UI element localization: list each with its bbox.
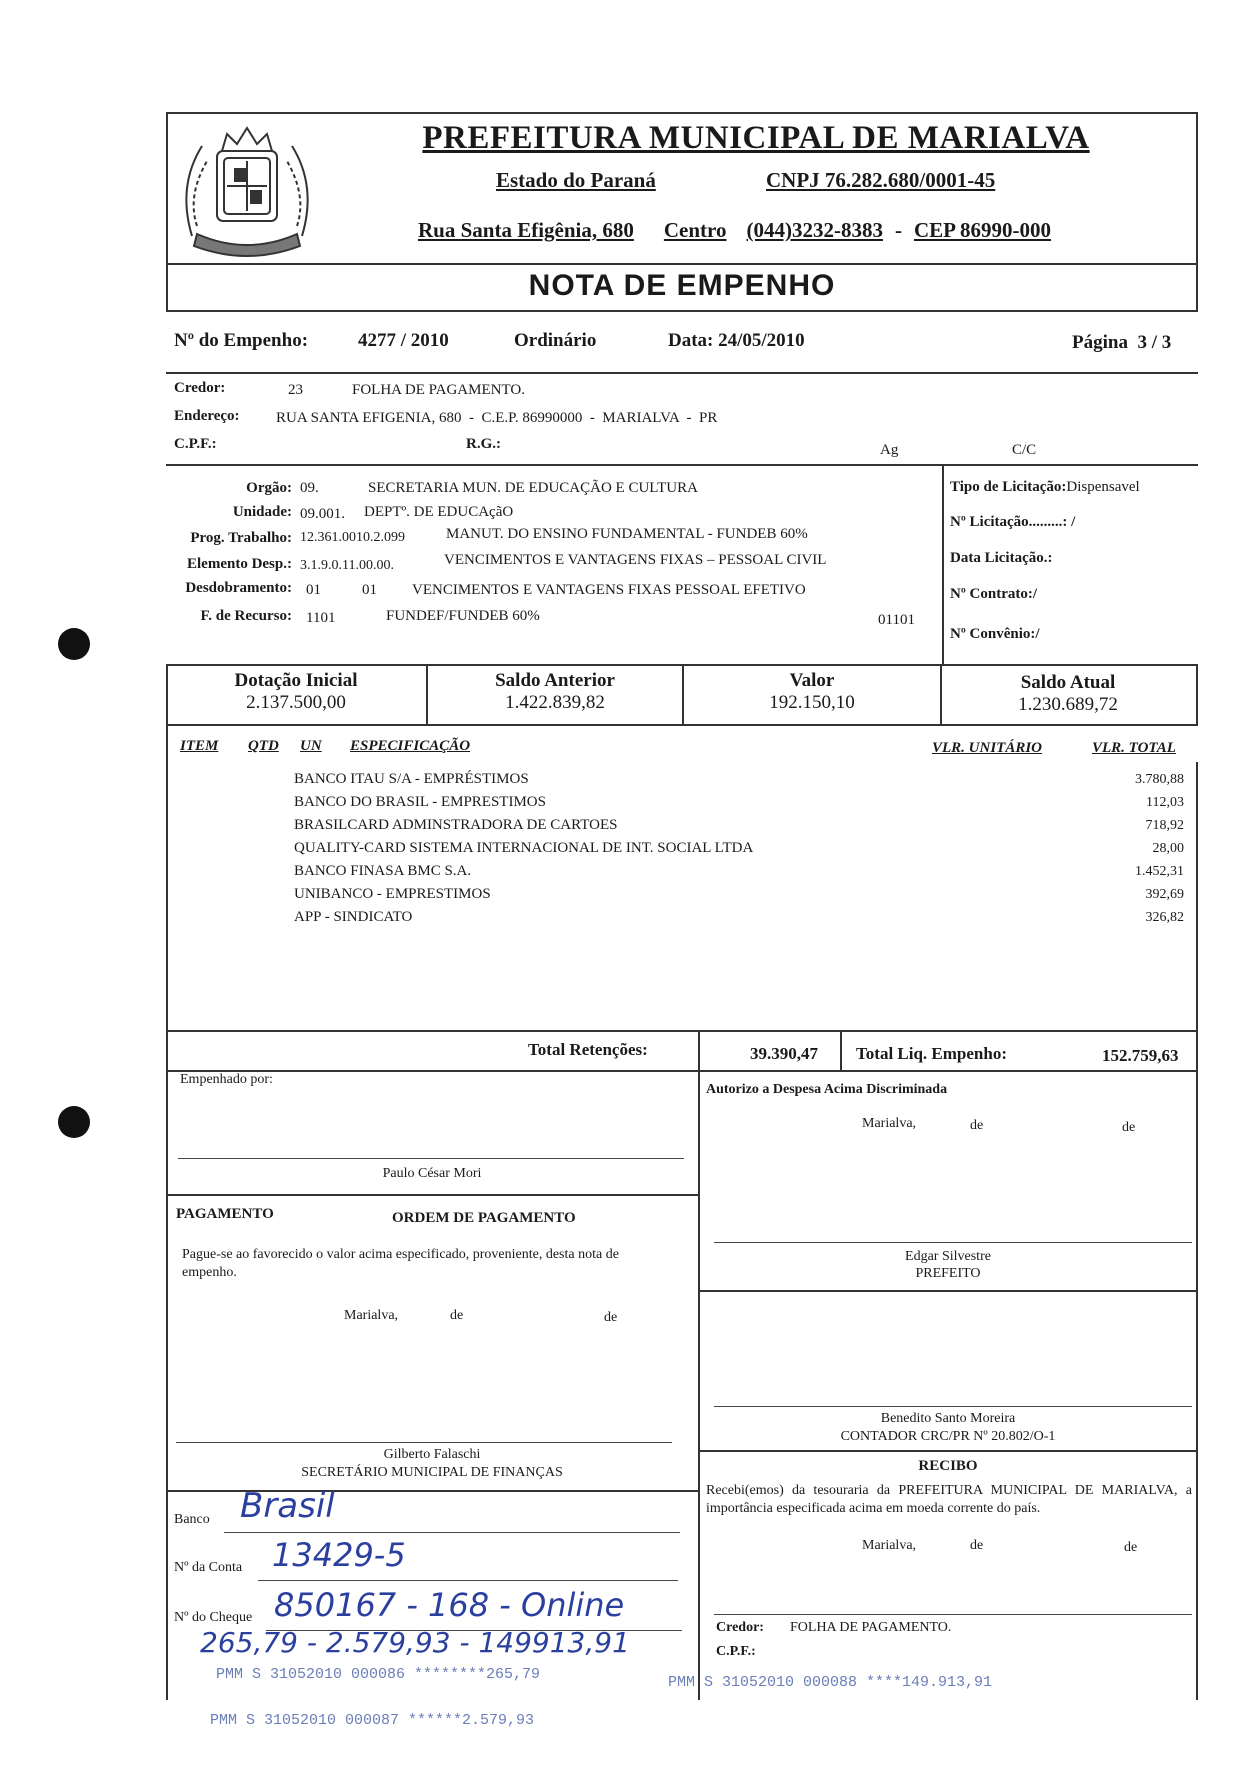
list-item [294, 770, 1184, 793]
unidade-name: DEPTº. DE EDUCAçãO [364, 504, 514, 520]
desdobramento-code1: 01 [306, 582, 321, 598]
recibo-credor-label: Credor: [716, 1620, 764, 1635]
recibo-cpf-label: C.P.F.: [716, 1644, 756, 1659]
dotacao-label: Dotação Inicial [234, 670, 358, 691]
item-total: 3.780,88 [1135, 772, 1184, 787]
item-total: 112,03 [1146, 795, 1184, 810]
totais-bottom-line [166, 1070, 1198, 1072]
secretario-sign-line [176, 1442, 672, 1443]
saldo-anterior-label: Saldo Anterior [495, 670, 615, 691]
fonte-name: FUNDEF/FUNDEB 60% [386, 608, 540, 624]
ordem-pagamento-label: ORDEM DE PAGAMENTO [392, 1210, 576, 1226]
pagamento-marialva: Marialva, [344, 1308, 399, 1323]
contador-top-line [700, 1290, 1198, 1292]
desdobramento-code2: 01 [362, 582, 377, 598]
header-address: Rua Santa Efigênia, 680 [418, 218, 634, 242]
binder-hole-bottom [58, 1106, 90, 1138]
item-desc: QUALITY-CARD SISTEMA INTERNACIONAL DE INT. SOCIAL LTDA [294, 840, 754, 856]
banco-line [224, 1532, 680, 1533]
empenho-tipo: Ordinário [514, 330, 597, 351]
num-contrato: Nº Contrato:/ [950, 586, 1038, 602]
empenhado-nome: Paulo César Mori [382, 1166, 482, 1181]
col-vlr-total: VLR. TOTAL [1092, 740, 1176, 756]
header-cep: CEP 86990-000 [913, 218, 1052, 242]
endereco-label: Endereço: [174, 408, 240, 424]
recibo-label: RECIBO [918, 1458, 978, 1474]
saldo-atual-label: Saldo Atual [1020, 672, 1116, 693]
prefeito-sign-line [714, 1242, 1192, 1243]
lower-right-border [1196, 1070, 1198, 1700]
cpf-label: C.P.F.: [174, 436, 217, 452]
doc-title: NOTA DE EMPENHO [528, 269, 836, 302]
carimbo-2: PMM S 31052010 000088 ****149.913,91 [668, 1674, 993, 1691]
conta-line [258, 1580, 678, 1581]
credor-label: Credor: [174, 380, 226, 396]
secretario-cargo: SECRETÁRIO MUNICIPAL DE FINANÇAS [301, 1465, 563, 1480]
total-liq-label: Total Liq. Empenho: [856, 1044, 1007, 1063]
recibo-text: Recebi(emos) da tesouraria da PREFEITURA MUNICIPAL DE MARIALVA, a importância especificada acima em moeda corrente do país. [706, 1483, 1192, 1516]
col-qtd: QTD [248, 738, 279, 754]
tipo-licitacao-label: Tipo de Licitação: [950, 479, 1067, 495]
elemento-code: 3.1.9.0.11.00.00. [300, 558, 394, 573]
cc-label: C/C [1012, 442, 1037, 458]
fonte-code: 1101 [306, 610, 336, 626]
item-desc: BANCO DO BRASIL - EMPRESTIMOS [294, 794, 546, 810]
unidade-label: Unidade: [232, 504, 292, 520]
prog-code: 12.361.0010.2.099 [300, 530, 405, 545]
item-total: 1.452,31 [1135, 864, 1184, 879]
empenhado-por-label: Empenhado por: [180, 1072, 273, 1087]
total-retencoes-value: 39.390,47 [750, 1044, 818, 1063]
pagamento-top-line [166, 1194, 698, 1196]
lower-left-border [166, 1070, 168, 1700]
valor-value: 192.150,10 [769, 692, 855, 713]
unidade-code: 09.001. [300, 506, 345, 522]
mid-vdivider [698, 1030, 700, 1700]
col-un: UN [300, 738, 322, 754]
data-licitacao: Data Licitação.: [950, 550, 1053, 566]
contador-block [700, 1410, 1196, 1446]
fonte-extra: 01101 [878, 612, 915, 628]
banco-label: Banco [174, 1512, 210, 1527]
autorizo-marialva: Marialva, [862, 1116, 917, 1131]
recibo-sign-line [714, 1614, 1192, 1615]
recibo-de-2: de [1124, 1540, 1138, 1555]
autorizo-de-2: de [1122, 1120, 1136, 1135]
desdobramento-label: Desdobramento: [185, 580, 292, 596]
prefeito-cargo: PREFEITO [915, 1266, 981, 1281]
prefeito-block [700, 1248, 1196, 1282]
credor-name: FOLHA DE PAGAMENTO. [352, 382, 525, 398]
orgao-label: Orgão: [246, 480, 292, 496]
orcamento-vdivider [942, 466, 944, 664]
item-desc: BRASILCARD ADMINSTRADORA DE CARTOES [294, 817, 618, 833]
prog-name: MANUT. DO ENSINO FUNDAMENTAL - FUNDEB 60% [446, 526, 808, 542]
secretario-nome: Gilberto Falaschi [383, 1447, 481, 1462]
desdobramento-name: VENCIMENTOS E VANTAGENS FIXAS PESSOAL EFETIVO [412, 582, 806, 598]
cheque-label: Nº do Cheque [174, 1610, 253, 1625]
header-state: Estado do Paraná [496, 168, 656, 192]
credor-code: 23 [288, 382, 303, 398]
valor-label: Valor [789, 670, 835, 691]
prog-label: Prog. Trabalho: [190, 530, 292, 546]
list-item [294, 839, 1184, 862]
recibo-marialva: Marialva, [862, 1538, 917, 1553]
prefeito-nome: Edgar Silvestre [905, 1249, 991, 1264]
pague-se-text: Pague-se ao favorecido o valor acima especificado, proveniente, desta nota de empenho. [182, 1247, 619, 1280]
list-item [294, 885, 1184, 908]
col-especificacao: ESPECIFICAÇÃO [350, 738, 471, 754]
pagamento-label: PAGAMENTO [176, 1206, 274, 1222]
tipo-licitacao-value: Dispensavel [1066, 479, 1140, 495]
empenhado-sign-line [178, 1158, 684, 1159]
handwritten-banco: Brasil [240, 1486, 335, 1526]
endereco-value: RUA SANTA EFIGENIA, 680 - C.E.P. 86990000 - MARIALVA - PR [276, 410, 718, 426]
item-desc: UNIBANCO - EMPRESTIMOS [294, 886, 491, 902]
item-total: 28,00 [1152, 841, 1184, 856]
rg-label: R.G.: [466, 436, 501, 452]
fonte-label: F. de Recurso: [200, 608, 292, 624]
empenho-pagina: Página 3 / 3 [1072, 332, 1172, 353]
credor-divider [166, 464, 1198, 466]
empenho-data: Data: 24/05/2010 [668, 330, 805, 351]
handwritten-conta: 13429-5 [272, 1536, 406, 1574]
list-item [294, 793, 1184, 816]
empenho-num-label: Nº do Empenho: [174, 330, 309, 351]
empenho-num: 4277 / 2010 [358, 330, 449, 351]
header-title: PREFEITURA MUNICIPAL DE MARIALVA [422, 120, 1090, 156]
saldo-anterior-value: 1.422.839,82 [505, 692, 605, 713]
total-retencoes-label: Total Retenções: [528, 1040, 648, 1059]
totais-top-line [166, 1030, 1198, 1032]
totais-div [840, 1030, 842, 1070]
item-total: 326,82 [1145, 910, 1184, 925]
total-liq-value: 152.759,63 [1102, 1046, 1179, 1065]
list-item [294, 908, 1184, 931]
dotacao-value: 2.137.500,00 [246, 692, 346, 713]
orgao-code: 09. [300, 480, 319, 496]
contador-sign-line [714, 1406, 1192, 1407]
header-phone: (044)3232-8383 [746, 218, 883, 242]
carimbo-1: PMM S 31052010 000086 ********265,79 [216, 1666, 541, 1683]
item-desc: BANCO FINASA BMC S.A. [294, 863, 472, 879]
saldo-atual-value: 1.230.689,72 [1018, 694, 1118, 715]
contador-nome: Benedito Santo Moreira [880, 1411, 1016, 1426]
autorizo-de-1: de [970, 1118, 984, 1133]
list-item [294, 816, 1184, 839]
col-item: ITEM [180, 738, 219, 754]
elemento-name: VENCIMENTOS E VANTAGENS FIXAS – PESSOAL CIVIL [444, 552, 827, 568]
secretario-block [166, 1446, 698, 1482]
orgao-name: SECRETARIA MUN. DE EDUCAÇÃO E CULTURA [368, 480, 698, 496]
elemento-label: Elemento Desp.: [187, 556, 292, 572]
nota-empenho-form [166, 112, 1198, 1700]
item-total: 718,92 [1145, 818, 1184, 833]
item-desc: BANCO ITAU S/A - EMPRÉSTIMOS [294, 771, 529, 787]
autorizo-label: Autorizo a Despesa Acima Discriminada [706, 1082, 948, 1097]
header-district: Centro [663, 218, 727, 242]
conta-label: Nº da Conta [174, 1560, 243, 1575]
contador-cargo: CONTADOR CRC/PR Nº 20.802/O-1 [840, 1429, 1056, 1444]
binder-hole-top [58, 628, 90, 660]
list-item [294, 862, 1184, 885]
handwritten-valores: 265,79 - 2.579,93 - 149913,91 [200, 1626, 630, 1659]
empenho-divider [166, 372, 1198, 374]
handwritten-cheque: 850167 - 168 - Online [274, 1586, 625, 1624]
pagamento-de-2: de [604, 1310, 618, 1325]
item-total: 392,69 [1145, 887, 1184, 902]
header-cnpj: CNPJ 76.282.680/0001-45 [766, 168, 996, 192]
items-list [294, 770, 1184, 931]
num-convenio: Nº Convênio:/ [950, 626, 1040, 642]
carimbo-3: PMM S 31052010 000087 ******2.579,93 [210, 1712, 535, 1729]
header-sep: - [894, 218, 902, 242]
recibo-credor-nome: FOLHA DE PAGAMENTO. [790, 1620, 952, 1635]
item-desc: APP - SINDICATO [294, 909, 413, 925]
recibo-top-line [700, 1450, 1198, 1452]
brasao-marialva-icon [172, 116, 322, 264]
ag-label: Ag [880, 442, 899, 458]
col-vlr-unitario: VLR. UNITÁRIO [932, 740, 1043, 756]
pagamento-de-1: de [450, 1308, 464, 1323]
num-licitacao: Nº Licitação.........: / [950, 514, 1076, 530]
recibo-de-1: de [970, 1538, 984, 1553]
